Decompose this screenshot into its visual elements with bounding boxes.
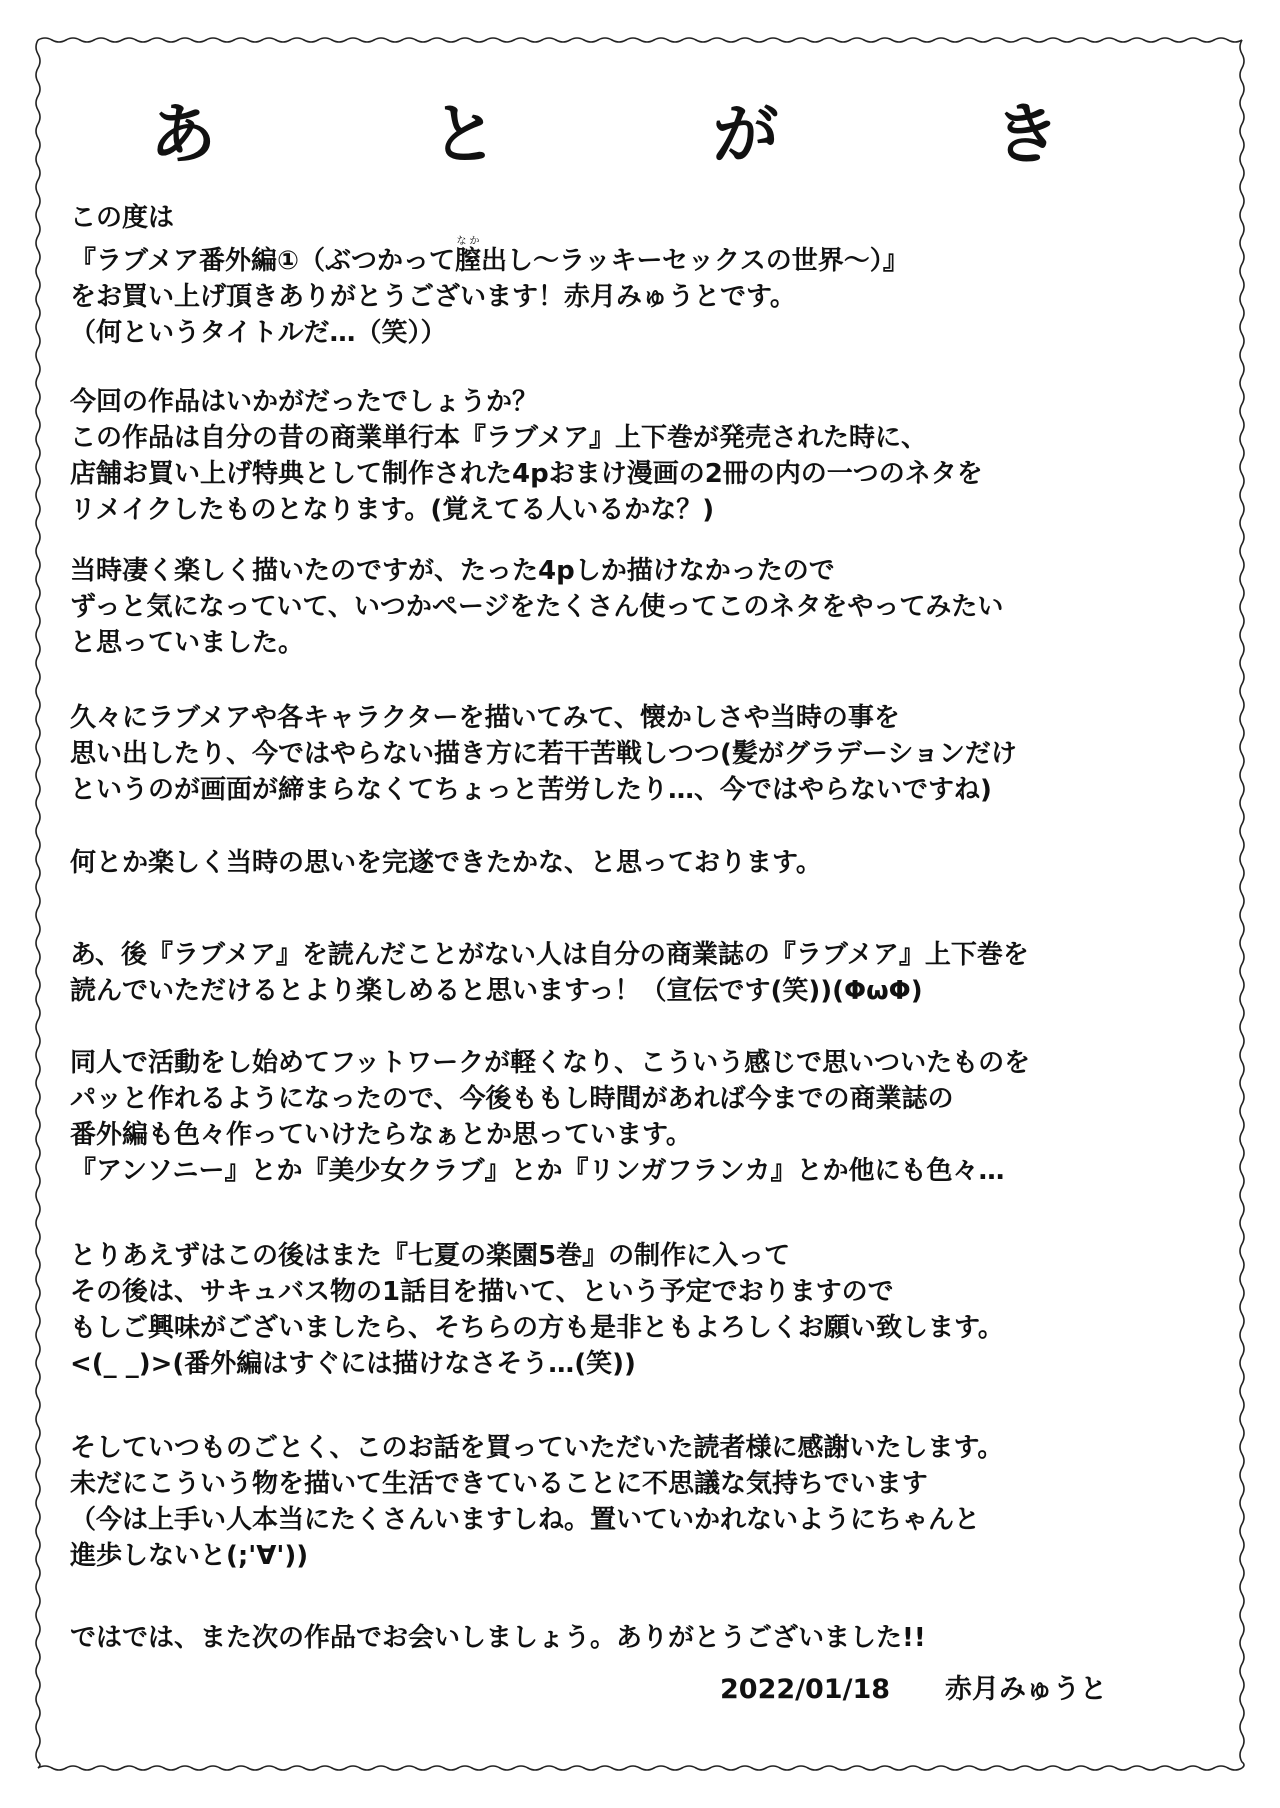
paragraph-greeting <box>70 200 1190 351</box>
paragraph-work-origin <box>70 384 1190 528</box>
paragraph-closing <box>70 1620 1190 1656</box>
text-line: （何というタイトルだ…（笑）） <box>70 318 447 348</box>
title-char: が <box>712 96 779 173</box>
text-line: 番外編も色々作っていけたらなぁとか思っています。 <box>70 1120 692 1150</box>
text-line: もしご興味がございましたら、そちらの方も是非ともよろしくお願い致します。 <box>70 1313 1004 1343</box>
text-line: ではでは、また次の作品でお会いしましょう。ありがとうございました!! <box>70 1623 926 1653</box>
title-char: あ <box>150 96 216 173</box>
ruby-base: 膣 <box>454 246 481 276</box>
text-line: 出し～ラッキーセックスの世界～）』 <box>481 246 909 276</box>
ruby-reading: なか <box>454 236 481 247</box>
paragraph-schedule <box>70 1238 1190 1382</box>
text-line: と思っていました。 <box>70 628 305 658</box>
text-line: （今は上手い人本当にたくさんいますしね。置いていかれないようにちゃんと <box>70 1505 981 1535</box>
text-line: 未だにこういう物を描いて生活できていることに不思議な気持ちでいます <box>70 1469 928 1499</box>
text-line: リメイクしたものとなります。(覚えてる人いるかな？) <box>70 495 715 525</box>
paragraph-promotion <box>70 937 1190 1009</box>
text-line: 『アンソニー』とか『美少女クラブ』とか『リンガフランカ』とか他にも色々… <box>70 1156 1005 1186</box>
text-line: 進歩しないと(;'∀')) <box>70 1541 309 1571</box>
title-char: き <box>993 96 1060 173</box>
paragraph-future-plans <box>70 1045 1190 1189</box>
paragraph-thanks <box>70 1430 1190 1574</box>
text-line: その後は、サキュバス物の1話目を描いて、という予定でおりますので <box>70 1277 894 1307</box>
text-line: 店舗お買い上げ特典として制作された4pおまけ漫画の2冊の内の一つのネタを <box>70 459 983 489</box>
signature-author: 赤月みゅうと <box>945 1674 1108 1705</box>
text-line: この作品は自分の昔の商業単行本『ラブメア』上下巻が発売された時に、 <box>70 423 927 453</box>
ruby-annotation <box>454 236 481 276</box>
text-line: そしていつものごとく、このお話を買っていただいた読者様に感謝いたします。 <box>70 1433 1004 1463</box>
text-line: <(_ _)>(番外編はすぐには描けなさそう…(笑)) <box>70 1349 636 1379</box>
text-line: パッと作れるようになったので、今後ももし時間があれば今までの商業誌の <box>70 1084 954 1114</box>
text-line: 当時凄く楽しく描いたのですが、たった4pしか描けなかったので <box>70 556 835 586</box>
title-char: と <box>431 96 498 173</box>
signature-date: 2022/01/18 <box>720 1674 891 1705</box>
text-line: あ、後『ラブメア』を読んだことがない人は自分の商業誌の『ラブメア』上下巻を <box>70 940 1029 970</box>
text-line: というのが画面が締まらなくてちょっと苦労したり…、今ではやらないですね) <box>70 775 992 805</box>
text-line: 久々にラブメアや各キャラクターを描いてみて、懐かしさや当時の事を <box>70 703 900 733</box>
text-line: 同人で活動をし始めてフットワークが軽くなり、こういう感じで思いついたものを <box>70 1048 1031 1078</box>
paragraph-motivation <box>70 553 1190 661</box>
text-line: 今回の作品はいかがだったでしょうか？ <box>70 387 539 417</box>
text-line: をお買い上げ頂きありがとうございます！赤月みゅうとです。 <box>70 282 796 312</box>
paragraph-drawing-experience <box>70 700 1190 808</box>
text-line: 『ラブメア番外編①（ぶつかって <box>70 246 455 276</box>
text-line: 読んでいただけるとより楽しめると思いますっ！（宣伝です(笑))(ΦωΦ) <box>70 976 923 1006</box>
text-line-with-ruby <box>70 236 1190 279</box>
text-line: 何とか楽しく当時の思いを完遂できたかな、と思っております。 <box>70 848 822 878</box>
signature <box>720 1672 1140 1708</box>
paragraph-completion <box>70 845 1190 881</box>
text-line: 思い出したり、今ではやらない描き方に若干苦戦しつつ(髪がグラデーションだけ <box>70 739 1017 769</box>
text-line: この度は <box>70 203 175 233</box>
page-title <box>150 95 1060 175</box>
text-line: とりあえずはこの後はまた『七夏の楽園5巻』の制作に入って <box>70 1241 791 1271</box>
text-line: ずっと気になっていて、いつかページをたくさん使ってこのネタをやってみたい <box>70 592 1004 622</box>
